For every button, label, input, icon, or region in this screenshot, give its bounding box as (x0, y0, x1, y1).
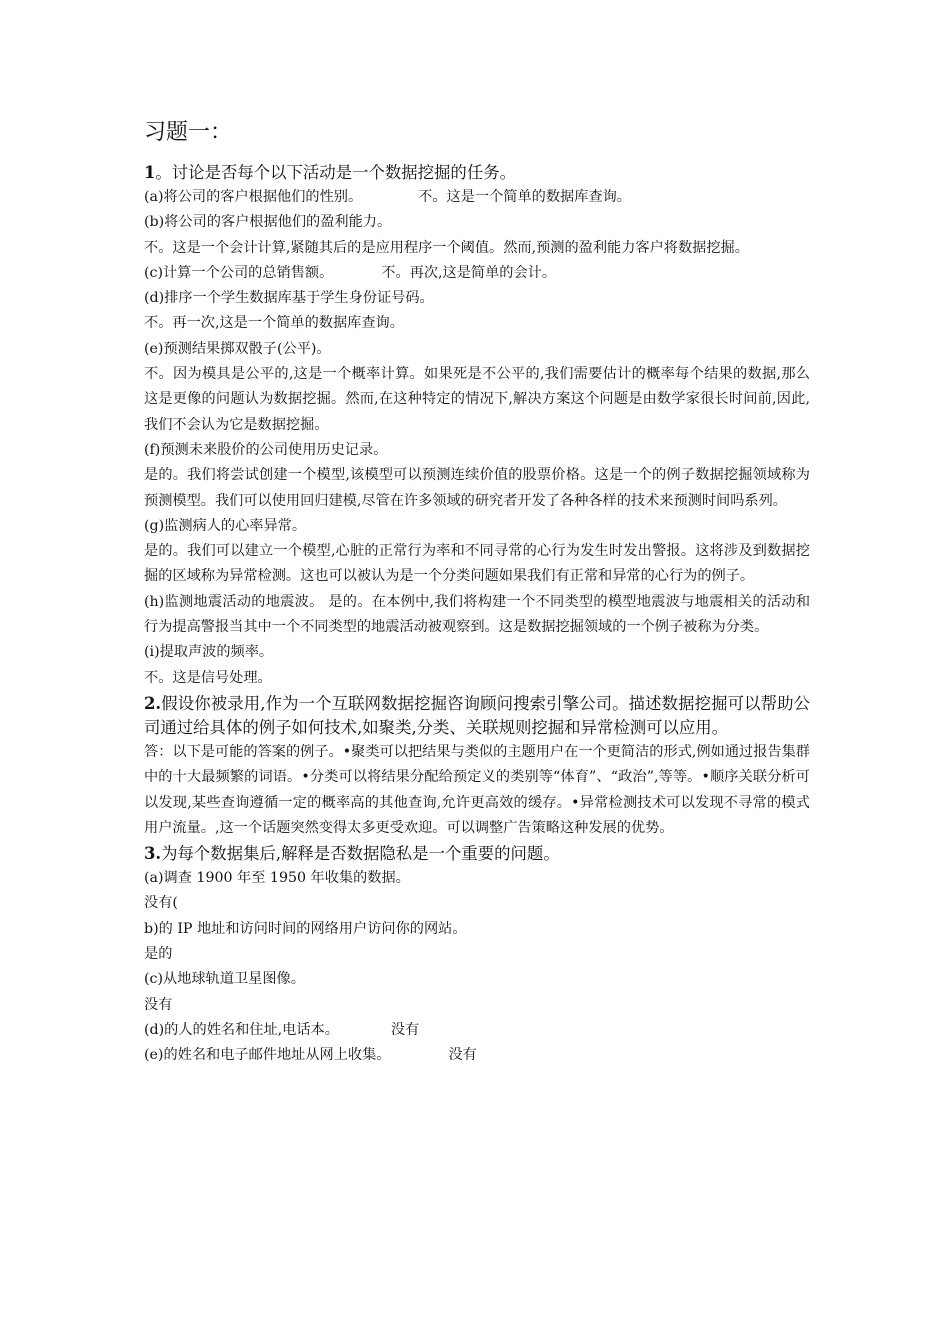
q3-a-question: (a)调查 1900 年至 1950 年收集的数据。 (144, 870, 410, 887)
q3-item-e (144, 1043, 810, 1068)
q1-b-question: (b)将公司的客户根据他们的盈利能力。 (144, 214, 392, 231)
q1-d-answer: 不。再一次,这是一个简单的数据库查询。 (144, 315, 404, 332)
question-1-text: 。讨论是否每个以下活动是一个数据挖掘的任务。 (155, 163, 516, 182)
q1-item-h (144, 590, 810, 641)
q1-e-question: (e)预测结果掷双骰子(公平)。 (144, 340, 331, 357)
q3-b-question: b)的 IP 地址和访问时间的网络用户访问你的网站。 (144, 920, 467, 937)
q3-a-answer: 没有( (144, 895, 178, 912)
q1-a-question: (a)将公司的客户根据他们的性别。 (144, 189, 363, 205)
question-3-number: 3. (144, 844, 162, 864)
q3-c-question: (c)从地球轨道卫星图像。 (144, 971, 305, 988)
question-1 (144, 161, 810, 185)
question-2 (144, 692, 810, 740)
q1-e-answer: 不。因为模具是公平的,这是一个概率计算。如果死是不公平的,我们需要估计的概率每个结果的数据,那么这是更像的问题认为数据挖掘。然而,在这种特定的情况下,解决方案这个问题是由数学家很长时间前,因此,我们不会认为它是数据挖掘。 (144, 366, 810, 433)
question-2-text: 假设你被录用,作为一个互联网数据挖掘咨询顾问搜索引擎公司。描述数据挖掘可以帮助公司通过给具体的例子如何技术,如聚类,分类、关联规则挖掘和异常检测可以应用。 (144, 693, 810, 737)
q1-item-a (144, 185, 810, 210)
q1-a-answer: 不。这是一个简单的数据库查询。 (418, 189, 631, 205)
q2-answer: 答：以下是可能的答案的例子。•聚类可以把结果与类似的主题用户在一个更简洁的形式,例如通过报告集群中的十大最频繁的词语。•分类可以将结果分配给预定义的类别等“体育”、“政治”,等等。•顺序关联分析可以发现,某些查询遵循一定的概率高的其他查询,允许更高效的缓存。•异常检测技术可以发现不寻常的模式用户流量。,这一个话题突然变得太多更受欢迎。可以调整广告策略这种发展的优势。 (144, 743, 810, 836)
q1-b-answer: 不。这是一个会计计算,紧随其后的是应用程序一个阈值。然而,预测的盈利能力客户将数据挖掘。 (144, 239, 749, 256)
q3-d-question: (d)的人的姓名和住址,电话本。 (144, 1021, 339, 1038)
q3-d-answer: 没有 (390, 1021, 420, 1038)
q3-item-d (144, 1018, 810, 1043)
q1-c-answer: 不。再次,这是简单的会计。 (381, 264, 557, 281)
question-1-number: 1 (144, 163, 156, 182)
q1-d-question: (d)排序一个学生数据库基于学生身份证号码。 (144, 290, 434, 307)
exercise-title: 习题一： (144, 120, 233, 145)
question-3 (144, 842, 810, 866)
q1-i-answer: 不。这是信号处理。 (144, 669, 272, 686)
q1-f-answer: 是的。我们将尝试创建一个模型,该模型可以预测连续价值的股票价格。这是一个的例子数据挖掘领域称为预测模型。我们可以使用回归建模,尽管在许多领域的研究者开发了各种各样的技术来预测时间吗系列。 (144, 467, 810, 509)
q1-g-question: (g)监测病人的心率异常。 (144, 517, 307, 534)
q3-c-answer: 没有 (144, 996, 173, 1013)
q1-f-question: (f)预测未来股价的公司使用历史记录。 (144, 441, 388, 458)
q1-c-question: (c)计算一个公司的总销售额。 (144, 264, 334, 281)
q3-e-answer: 没有 (448, 1047, 477, 1064)
question-2-number: 2. (144, 693, 162, 713)
q3-e-question: (e)的姓名和电子邮件地址从网上收集。 (144, 1047, 391, 1064)
q1-i-question: (i)提取声波的频率。 (144, 644, 274, 661)
q1-item-c (144, 261, 810, 286)
question-3-text: 为每个数据集后,解释是否数据隐私是一个重要的问题。 (161, 844, 560, 864)
document-body (144, 160, 810, 1069)
q1-h-answer: 是的。在本例中,我们将构建一个不同类型的模型地震波与地震相关的活动和行为提高警报当其中一个不同类型的地震活动被观察到。这是数据挖掘领域的一个例子被称为分类。 (144, 593, 811, 636)
q3-b-answer: 是的 (144, 946, 173, 963)
q1-g-answer: 是的。我们可以建立一个模型,心脏的正常行为率和不同寻常的心行为发生时发出警报。这将涉及到数据挖掘的区域称为异常检测。这也可以被认为是一个分类问题如果我们有正常和异常的心行为的例子。 (144, 543, 810, 585)
q1-h-question: (h)监测地震活动的地震波。 (144, 593, 324, 610)
